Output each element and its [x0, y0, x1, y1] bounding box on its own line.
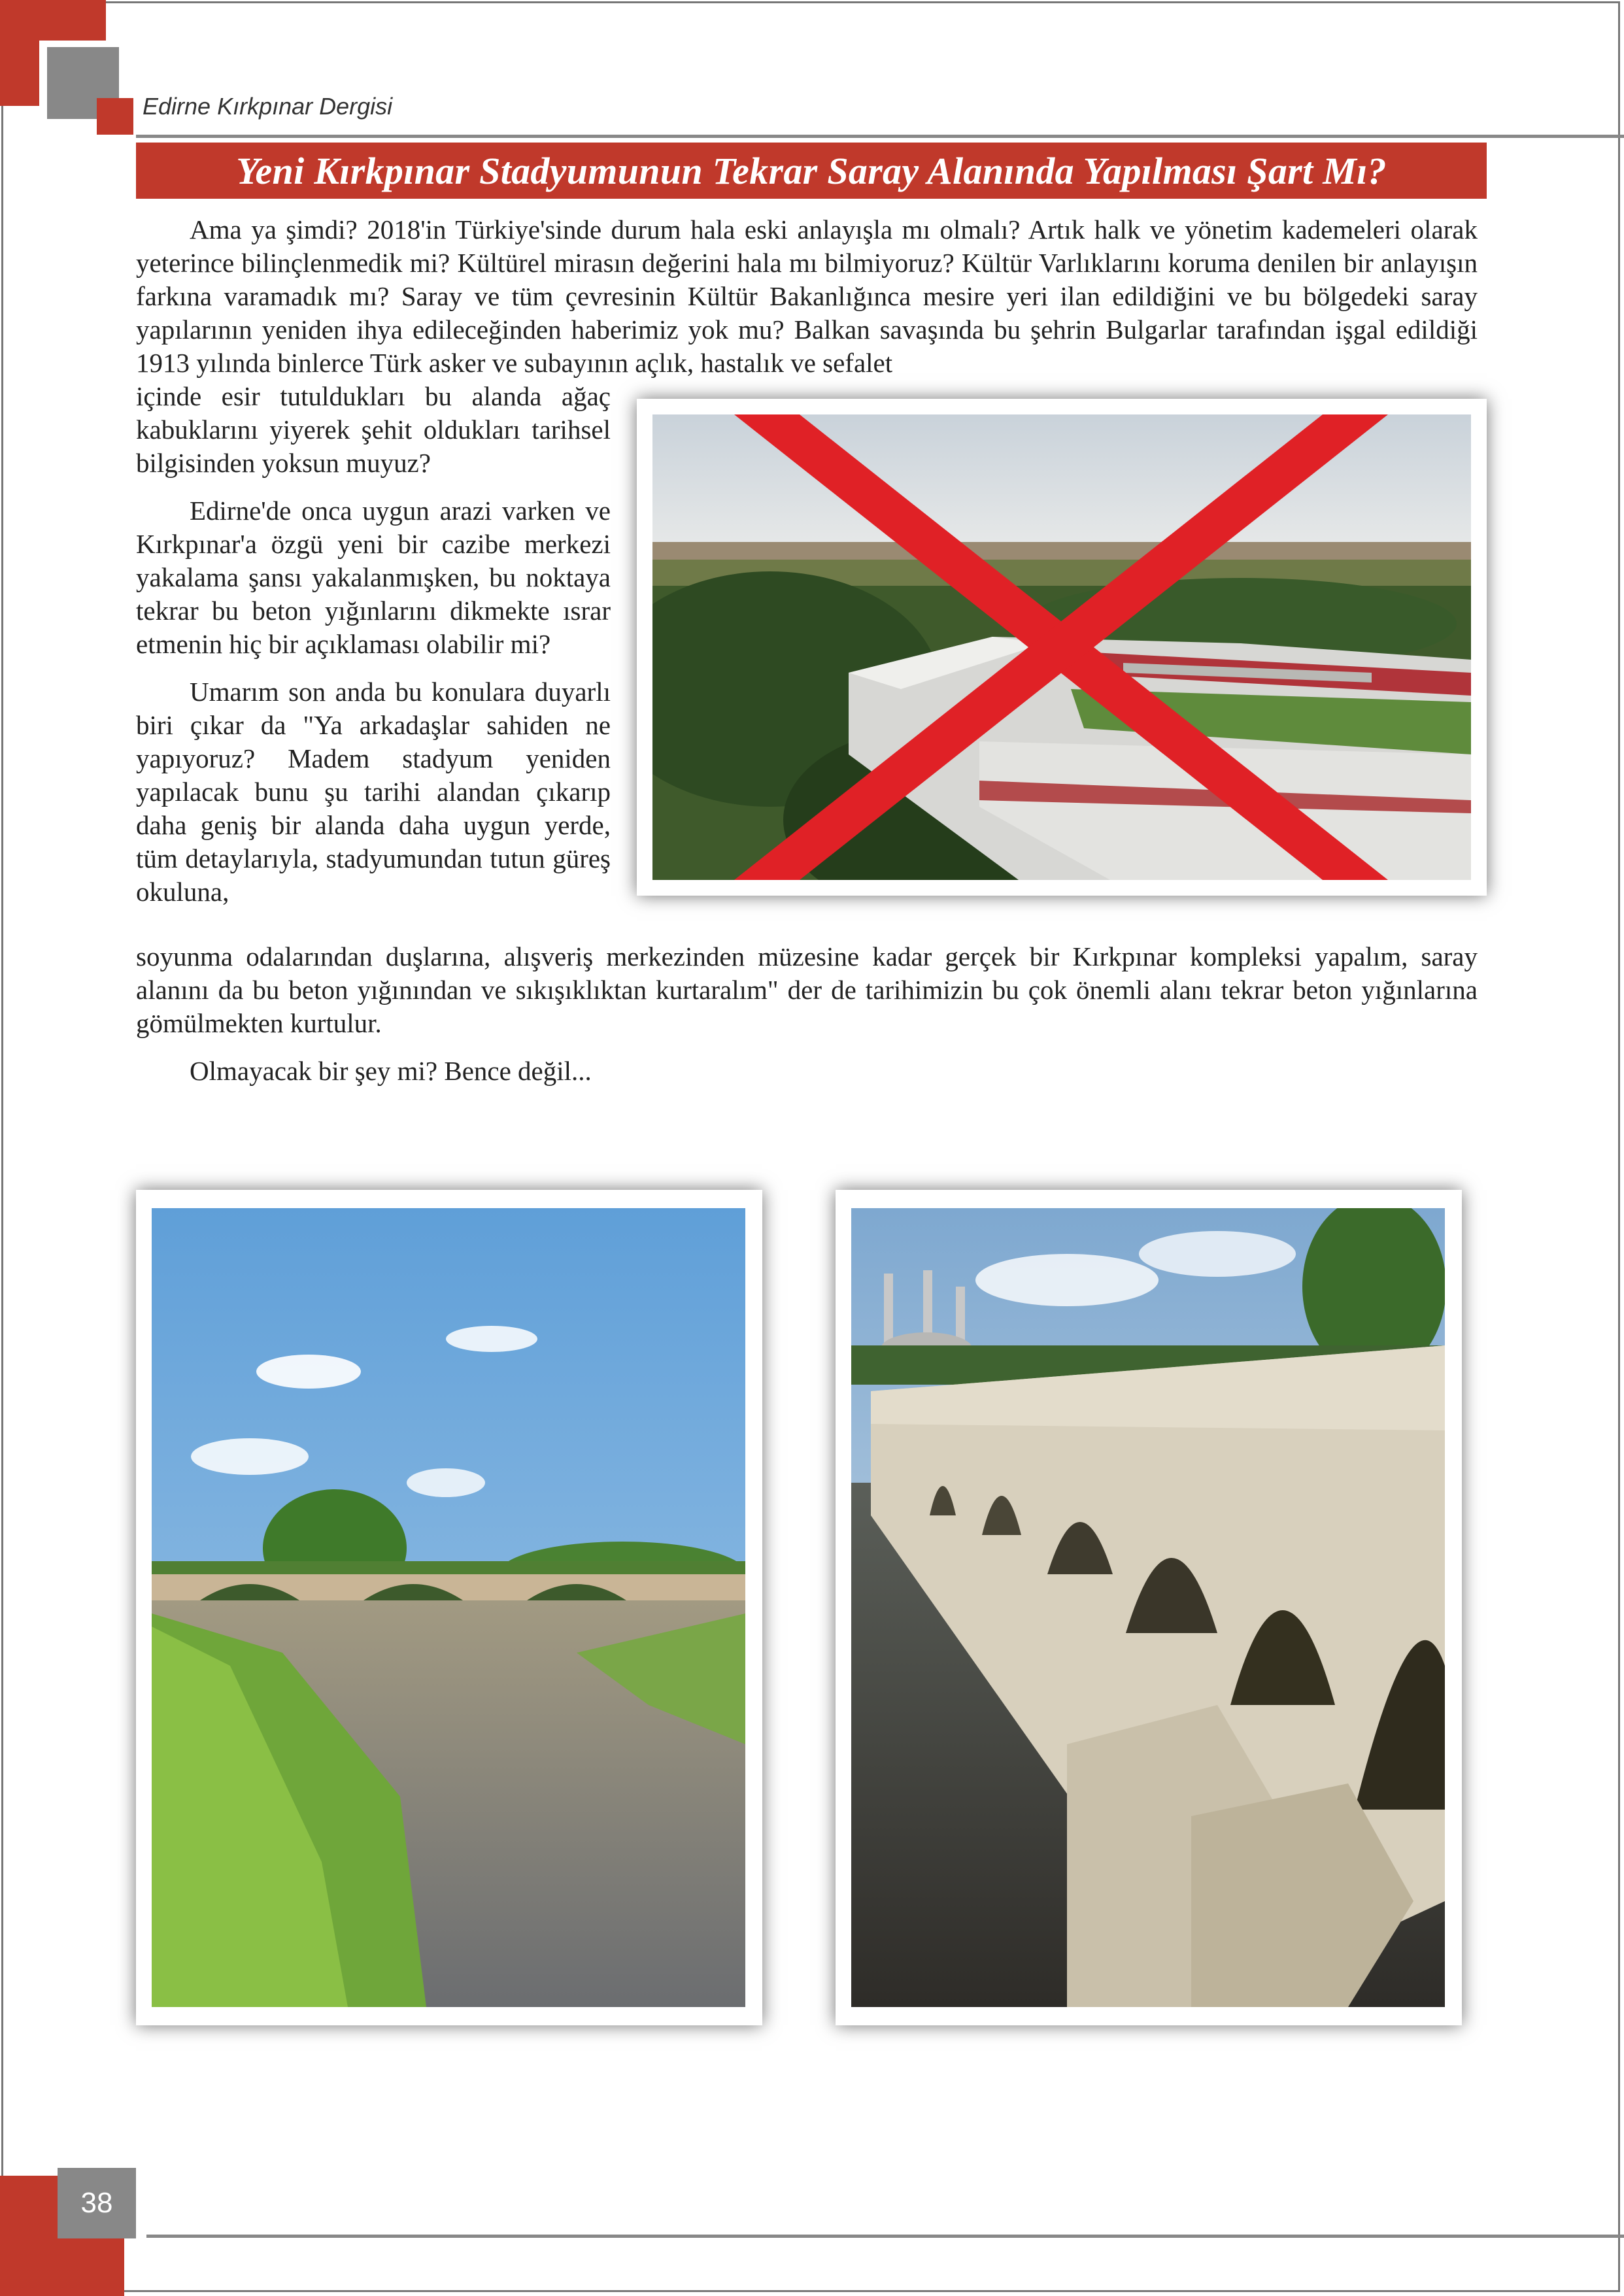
arch-bridge-photo-frame [836, 1190, 1462, 2025]
magazine-name: Edirne Kırkpınar Dergisi [143, 93, 393, 120]
article-title-bar [136, 143, 1487, 199]
page-number: 38 [58, 2168, 136, 2238]
footer-rule [146, 2235, 1624, 2238]
header-rule [136, 135, 1624, 138]
corner-red-square-small [97, 98, 133, 135]
paragraph-2: Edirne'de onca uygun arazi varken ve Kırkpınar'a özgü yeni bir cazibe merkezi yakalama şansı yakalanmışken, bu noktaya tekrar bu beton yığınlarını dikmekte ısrar etmenin hiç bir açıklaması olabilir mi? [136, 496, 611, 659]
article-body-column [136, 380, 611, 909]
article-body-bottom [136, 940, 1478, 1102]
paragraph-4: Olmayacak bir şey mi? Bence değil... [190, 1056, 592, 1086]
paragraph-1-continued: içinde esir tutuldukları bu alanda ağaç kabuklarını yiyerek şehit oldukları tarihsel bilgisinden yoksun muyuz? [136, 381, 611, 478]
river-bridge-photo [152, 1208, 745, 2007]
article-title: Yeni Kırkpınar Stadyumunun Tekrar Saray Alanında Yapılması Şart Mı? [236, 149, 1387, 192]
paragraph-3: Umarım son anda bu konulara duyarlı biri çıkar da "Ya arkadaşlar sahiden ne yapıyoruz? Madem stadyum yeniden yapılacak bunu şu tarihi alandan çıkarıp daha geniş bir alanda daha uygun yerde, tüm detaylarıyla, stadyumundan tutun güreş okuluna, [136, 677, 611, 907]
article-body-top [136, 213, 1478, 380]
arch-bridge-photo [851, 1208, 1445, 2007]
rejection-cross-icon [652, 414, 1471, 880]
paragraph-3-continued: soyunma odalarından duşlarına, alışveriş merkezinden müzesine kadar gerçek bir Kırkpınar kompleksi yapalım, saray alanını da bu beton yığınından ve sıkışıklıktan kurtaralım" der de tarihimizin bu çok önemli alanı tekrar beton yığınlarına gömülmekten kurtulur. [136, 941, 1478, 1038]
river-bridge-photo-frame [136, 1190, 762, 2025]
paragraph-1: Ama ya şimdi? 2018'in Türkiye'sinde durum hala eski anlayışla mı olmalı? Artık halk ve yönetim kademeleri olarak yeterince bilinçlenmedik mi? Kültürel mirasın değerini hala mı bilmiyoruz? Kültür Varlıklarını koruma denilen bir anlayışın farkına varamadık mı? Saray ve tüm çevresinin Kültür Bakanlığınca mesire yeri ilan edildiğini ve bu bölgedeki saray yapılarının yeniden ihya edileceğinden haberimiz yok mu? Balkan savaşında bu şehrin Bulgarlar tarafından işgal edildiği 1913 yılında binlerce Türk asker ve subayının açlık, hastalık ve sefalet [136, 214, 1478, 378]
stadium-photo-frame [637, 399, 1487, 896]
